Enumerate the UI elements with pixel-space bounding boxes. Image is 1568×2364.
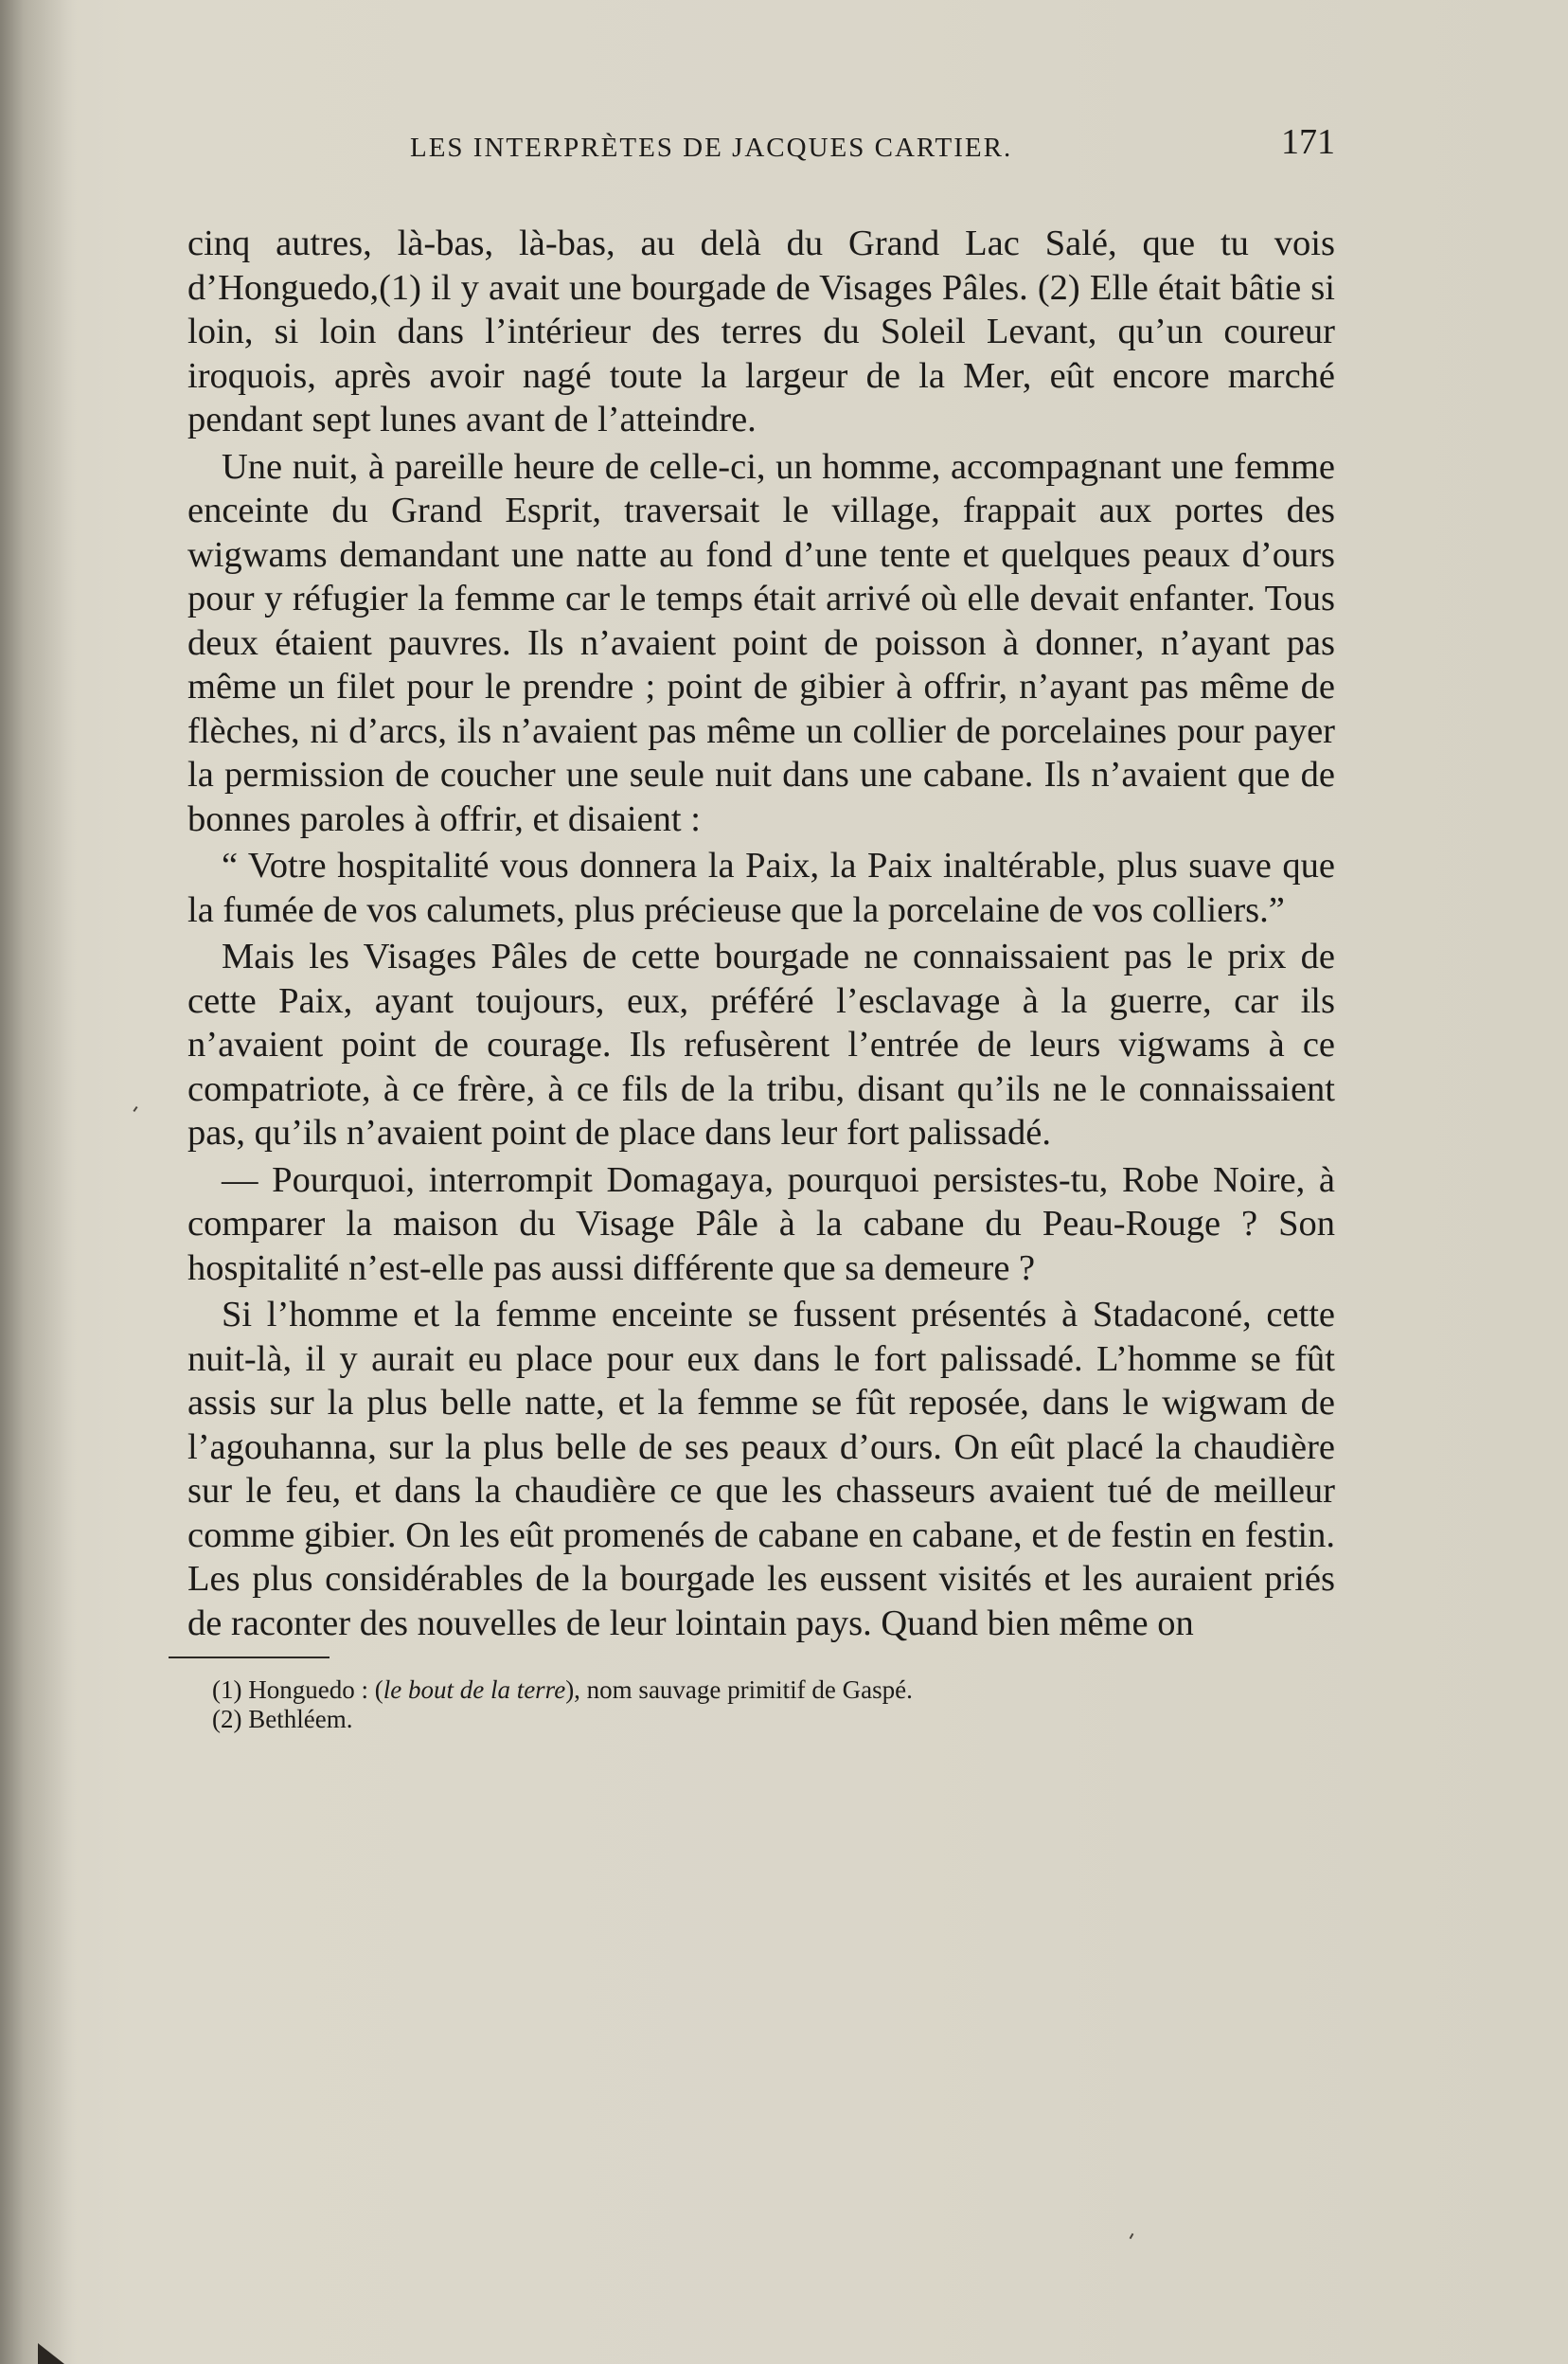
footnote-italic: le bout de la terre [383,1675,566,1704]
paragraph: Si l’homme et la femme enceinte se fussent présentés à Stadaconé, cette nuit-là, il y aurait eu place pour eux dans le fort palissadé. L’homme se fût assis sur la plus belle natte, et la femme se fût reposée, dans le wigwam de l’agouhanna, sur la plus belle de ses peaux d’ours. On eût placé la chaudière sur le feu, et dans la chaudière ce que les chasseurs avaient tué de meilleur comme gibier. On les eût promenés de cabane en cabane, et de festin en festin. Les plus considérables de la bourgade les eussent visités et les auraient priés de raconter des nouvelles de leur lointain pays. Quand bien même on [187,1295,1335,1643]
footnote-marker: (1) [212,1675,242,1704]
footnote-2 [212,1705,1335,1734]
footnote-rule [169,1657,330,1658]
footnote-1 [212,1675,1335,1705]
running-head [187,114,1335,180]
paragraph: cinq autres, là-bas, là-bas, au delà du Grand Lac Salé, que tu vois d’Honguedo,(1) il y avait une bourgade de Visages Pâles. (2) Elle était bâtie si loin, si loin dans l’intérieur des terres du Soleil Levant, qu’un coureur iroquois, après avoir nagé toute la largeur de la Mer, eût encore marché pendant sept lunes avant de l’atteindre. [187,224,1335,439]
running-title: LES INTERPRÈTES DE JACQUES CARTIER. [410,133,1013,163]
book-page [187,114,1335,1734]
page-corner-mark [38,2343,64,2364]
page-number: 171 [1281,122,1335,162]
quotation-paragraph: “ Votre hospitalité vous donnera la Paix, la Paix inaltérable, plus suave que la fumée de vos calumets, plus précieuse que la porcelaine de vos colliers.” [187,846,1335,930]
dialogue-paragraph: — Pourquoi, interrompit Domagaya, pourquoi persistes-tu, Robe Noire, à comparer la maison du Visage Pâle à la cabane du Peau-Rouge ? Son hospitalité n’est-elle pas aussi différente que sa demeure ? [187,1159,1335,1288]
stray-ink-mark [1130,2233,1134,2239]
footnotes [187,1675,1335,1734]
stray-ink-mark [133,1106,137,1112]
book-spine-shadow [0,0,76,2364]
footnote-text: Honguedo : ( [248,1675,383,1704]
body-text [187,222,1335,1645]
footnote-text: ), nom sauvage primitif de Gaspé. [565,1675,913,1704]
footnote-text: Bethléem. [248,1705,353,1733]
paragraph: Une nuit, à pareille heure de celle-ci, un homme, accompagnant une femme enceinte du Grand Esprit, traversait le village, frappait aux portes des wigwams demandant une natte au fond d’une tente et quelques peaux d’ours pour y réfugier la femme car le temps était arrivé où elle devait enfanter. Tous deux étaient pauvres. Ils n’avaient point de poisson à donner, n’ayant pas même un filet pour le prendre ; point de gibier à offrir, n’ayant pas même de flèches, ni d’arcs, ils n’avaient pas même un collier de porcelaines pour payer la permission de coucher une seule nuit dans une cabane. Ils n’avaient que de bonnes paroles à offrir, et disaient : [187,446,1335,839]
footnote-marker: (2) [212,1705,242,1733]
paragraph: Mais les Visages Pâles de cette bourgade ne connaissaient pas le prix de cette Paix, ayant toujours, eux, préféré l’esclavage à la guerre, car ils n’avaient point de courage. Ils refusèrent l’entrée de leurs vigwams à ce compatriote, à ce frère, à ce fils de la tribu, disant qu’ils ne le connaissaient pas, qu’ils n’avaient point de place dans leur fort palissadé. [187,937,1335,1153]
